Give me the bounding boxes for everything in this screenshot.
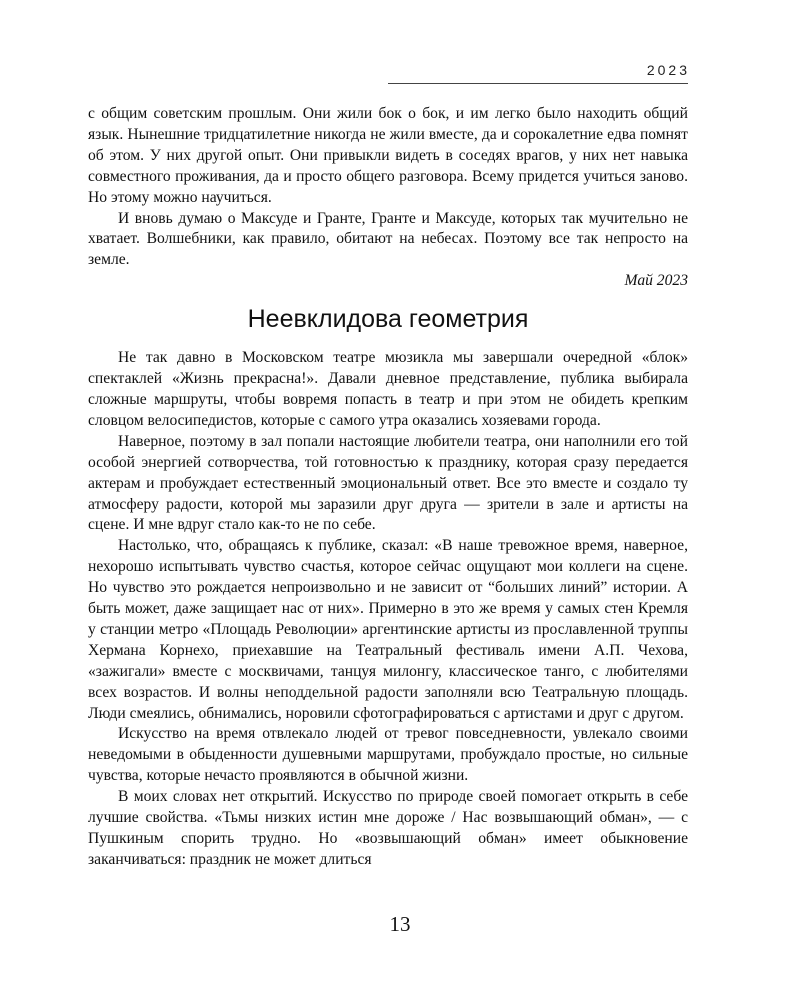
running-header-year: 2023 [646,62,690,78]
page-body [88,104,688,871]
paragraph: Настолько, что, обращаясь к публике, сказал: «В наше тревожное время, наверное, нехорошо испытывать чувство счастья, которое сейчас ощущают мои коллеги на сцене. Но чувство это рождается непроизвольно и не зависит от “больших линий” истории. А быть может, даже защищает нас от них». Примерно в это же время у самых стен Кремля у станции метро «Площадь Революции» аргентинские артисты из прославленной труппы Хермана Корнехо, приехавшие на Театральный фестиваль имени А.П. Чехова, «зажигали» вместе с москвичами, танцуя милонгу, классическое танго, с любителями всех возрастов. И волны неподдельной радости заполняли всю Театральную площадь. Люди смеялись, обнимались, норовили сфотографироваться с артистами и друг с другом. [88,537,688,722]
section-title: Неевклидова геометрия [247,305,529,334]
paragraph: В моих словах нет открытий. Искусство по природе своей помогает открыть в себе лучшие свойства. «Тьмы низких истин мне дороже / Нас возвышающий обман», — с Пушкиным спорить трудно. Но «возвышающий обман» имеет обыкновение заканчиваться: праздник не может длиться [88,788,688,868]
date-signature: Май 2023 [624,272,688,290]
paragraph: Не так давно в Московском театре мюзикла мы завершали очередной «блок» спектаклей «Жизнь прекрасна!». Давали дневное представление, публика выбирала сложные маршруты, чтобы вовремя попасть в театр и при этом не обидеть крепким словцом велосипедистов, которые с самого утра оказались хозяевами города. [88,349,688,429]
paragraph: И вновь думаю о Максуде и Гранте, Гранте и Максуде, которых так мучительно не хватает. Волшебники, как правило, обитают на небесах. Поэтому все так непросто на земле. [88,209,688,269]
page-number: 13 [389,912,411,936]
paragraph-continued: с общим советским прошлым. Они жили бок о бок, и им легко было находить общий язык. Нынешние тридцатилетние никогда не жили вместе, да и сорокалетние едва помнят об этом. У них другой опыт. Они привыкли видеть в соседях врагов, у них нет навыка совместного проживания, да и просто общего разговора. Всему придется учиться заново. Но этому можно научиться. [88,105,688,206]
header-rule [388,83,688,84]
paragraph: Искусство на время отвлекало людей от тревог повседневности, увлекало своими неведомыми в обыденности душевными маршрутами, пробуждало простые, но сильные чувства, которые нечасто проявляются в обычной жизни. [88,725,688,785]
paragraph: Наверное, поэтому в зал попали настоящие любители театра, они наполнили его той особой энергией сотворчества, той готовностью к празднику, которая сразу передается актерам и пробуждает естественный эмоциональный ответ. Все это вместе и создало ту атмосферу радости, которой мы заразили друг друга — зрители в зале и артисты на сцене. И мне вдруг стало как-то не по себе. [88,432,688,534]
